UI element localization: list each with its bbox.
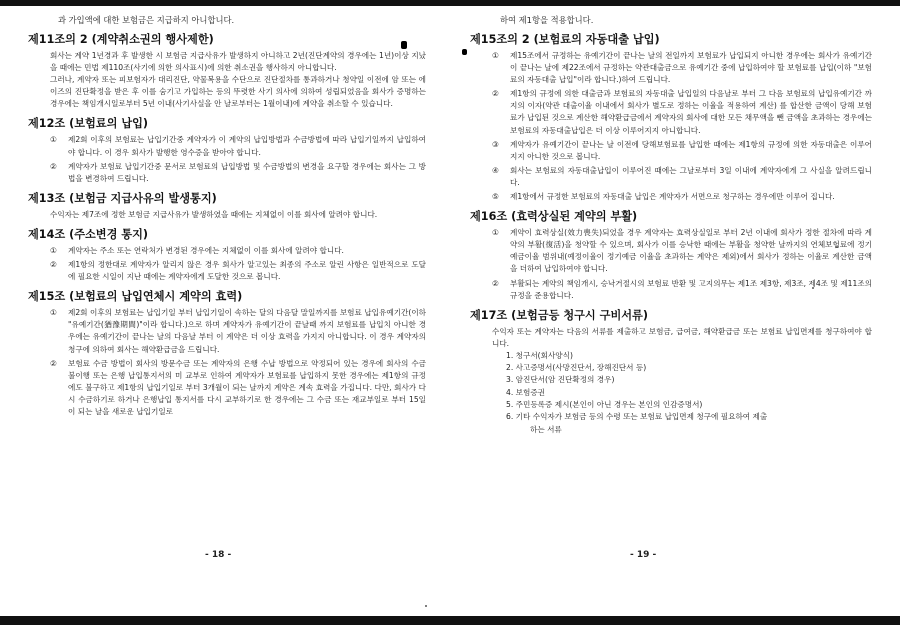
article-14-heading: 제14조 (주소변경 통지) bbox=[28, 227, 149, 241]
article-15-2-item bbox=[492, 165, 872, 189]
document-list-item: 4. 보험증권 bbox=[506, 387, 546, 397]
article-17-paragraph: 수익자 또는 계약자는 다음의 서류를 제출하고 보험금, 급여금, 해약환급금 또는 보험료 납입면제를 청구하여야 합니다. bbox=[492, 326, 872, 348]
article-15-2-item bbox=[492, 139, 872, 163]
article-11-2-paragraph: 회사는 계약 1년경과 후 발생한 시 보험금 지급사유가 발생하지 아니하고 2년(진단계약의 경우에는 1년)이상 지났을 때에는 민법 제110조(사기에 의한 의사표시)에 의한 취소권을 행사하지 아니합니다. bbox=[50, 51, 426, 73]
punch-hole-mark bbox=[462, 49, 467, 55]
article-13-paragraph: 수익자는 제7조에 정한 보험금 지급사유가 발생하였을 때에는 지체없이 이를 회사에 알려야 합니다. bbox=[50, 209, 378, 219]
article-12-item bbox=[50, 161, 426, 185]
article-15-item bbox=[50, 358, 426, 418]
article-14-item bbox=[50, 259, 426, 283]
item-text: 제2회 이후의 보험료는 납입기간중 계약자가 이 계약의 납입방법과 수금방법에 따라 납입기일까지 납입하여야 합니다. 이 경우 회사가 발행한 영수증을 받아야 합니다. bbox=[68, 135, 426, 157]
scan-speck bbox=[425, 605, 427, 607]
page-number: - 18 - bbox=[205, 550, 232, 560]
scan-edge-bottom bbox=[0, 616, 900, 625]
article-15-item bbox=[50, 307, 426, 355]
item-number: ① bbox=[50, 308, 57, 318]
article-11-2-heading: 제11조의 2 (계약취소권의 행사제한) bbox=[28, 33, 214, 46]
item-number: ① bbox=[492, 228, 499, 238]
item-text: 부활되는 계약의 책임개시, 승낙거절시의 보험료 반환 및 고지의무는 제1조 제3항, 제3조, 제4조 및 제11조의 규정을 준용합니다. bbox=[510, 278, 872, 300]
item-number: ② bbox=[492, 278, 499, 288]
item-text: 제2회 이후의 보험료는 납입기일 부터 납입기일이 속하는 달의 다음달 말일까지를 보험료 납입유예기간(이하 "유예기간(猶豫期間)"이라 합니다.)으로 하며 계약자가 유예기간이 끝날때 까지 보험료를 납입치 아니한 경우에는 유예기간이 끝나는 날의 다음날 부터 이 계약은 더 이상 효력을 가지지 아니합니다. 이 경우 계약자의 청구에 의하여 회사는 해약환급금을 드립니다. bbox=[68, 308, 426, 354]
item-number: ③ bbox=[492, 139, 499, 149]
article-15-2-heading: 제15조의 2 (보험료의 자동대출 납입) bbox=[470, 33, 660, 46]
item-number: ① bbox=[50, 135, 57, 145]
article-15-2-item bbox=[492, 50, 872, 86]
document-list-item: 3. 암진단서(암 진단확정의 경우) bbox=[506, 375, 615, 385]
item-text: 보험료 수금 방법이 회사의 방문수금 또는 계약자의 은행 수납 방법으로 약정되어 있는 경우에 회사의 수금 불이행 또는 은행 납입통지서의 미 교부로 인하여 계약자가 보험료를 납입하지 못한 경우에는 제1항의 규정에도 불구하고 제1항의 납입기일로 부터 3개월이 되는 날까지 계약은 계속 효력을 가집니다. 다만, 회사가 다시 수금하기로 하거나 은행납입 통지서를 다시 교부하기로 한 경우에는 그 수금 또는 재교부일로 부터 15일이 되는 날을 새로운 납입기일로 bbox=[68, 358, 426, 416]
item-text: 회사는 보험료의 자동대출납입이 이루어진 때에는 그날로부터 3일 이내에 계약자에게 그 사실을 알려드립니다. bbox=[510, 165, 872, 187]
document-list-item: 2. 사고증명서(사망진단서, 장해진단서 등) bbox=[506, 363, 647, 373]
article-12-heading: 제12조 (보험료의 납입) bbox=[28, 117, 149, 131]
item-number: ① bbox=[492, 51, 499, 60]
item-number: ⑤ bbox=[492, 192, 499, 202]
item-number: ② bbox=[50, 358, 57, 368]
continued-text: 과 가입액에 대한 보험금은 지급하지 아니합니다. bbox=[58, 15, 235, 25]
document-list-item-continued: 하는 서류 bbox=[530, 424, 562, 434]
item-text: 제1항의 정한대로 계약자가 알리지 않은 경우 회사가 알고있는 최종의 주소로 알린 사항은 일반적으로 도달에 필요한 시일이 지난 때에는 계약자에게 도달한 것으로 봅니다. bbox=[68, 260, 426, 282]
document-list-item: 5. 주민등록증 제시(본인이 아닌 경우는 본인의 인감증명서) bbox=[506, 400, 703, 410]
continued-text: 하여 제1항을 적용합니다. bbox=[500, 15, 594, 25]
item-text: 계약자는 주소 또는 연락처가 변경된 경우에는 지체없이 이를 회사에 알려야 합니다. bbox=[68, 245, 344, 255]
item-number: ② bbox=[492, 89, 499, 99]
scan-edge-top bbox=[0, 0, 900, 6]
page-number: - 19 - bbox=[630, 550, 657, 560]
document-list-item: 1. 청구서(회사양식) bbox=[506, 350, 573, 360]
article-13-heading: 제13조 (보험금 지급사유의 발생통지) bbox=[28, 191, 217, 205]
article-15-2-item bbox=[492, 88, 872, 136]
item-number: ④ bbox=[492, 165, 499, 175]
document-list-item: 6. 기타 수익자가 보험금 등의 수령 또는 보험료 납입면제 청구에 필요하여 제출 bbox=[506, 412, 768, 422]
article-16-item bbox=[492, 227, 872, 275]
item-number: ② bbox=[50, 161, 57, 171]
article-14-item bbox=[50, 245, 426, 257]
item-text: 제15조에서 규정하는 유예기간이 끝나는 날의 전일까지 보험료가 납입되지 아니한 경우에는 회사가 유예기간이 끝나는 날에 제22조에서 규정하는 약관대출금으로 유예기간 중에 납입하여야 할 보험료를 납입(이하 "보험료의 자동대출 납입"이라 합니다.)하여 드립니다. bbox=[510, 51, 872, 85]
article-11-2-paragraph: 그러나, 계약자 또는 피보험자가 대리진단, 약물복용을 수단으로 진단절차를 통과하거나 청약일 이전에 암 또는 에이즈의 진단확정을 받은 후 이를 숨기고 가입하는 등의 뚜렷한 사기 의사에 의하여 성립되었음을 회사가 증명하는 경우에는 책임개시일로부터 5년 이내(사기사실을 안 날로부터는 1월이내)에 계약을 취소할 수 있습니다. bbox=[50, 75, 426, 109]
item-text: 계약자가 유예기간이 끝나는 날 이전에 당해보험료를 납입한 때에는 제1항의 규정에 의한 자동대출은 이루어지지 아니한 것으로 봅니다. bbox=[510, 139, 872, 161]
article-12-item bbox=[50, 134, 426, 158]
item-text: 제1항에서 규정한 보험료의 자동대출 납입은 계약자가 서면으로 청구하는 경우에만 이루어 집니다. bbox=[510, 192, 835, 202]
left-page bbox=[28, 14, 426, 574]
article-17-heading: 제17조 (보험금등 청구시 구비서류) bbox=[470, 308, 648, 322]
item-number: ① bbox=[50, 245, 57, 255]
article-15-2-item bbox=[492, 191, 872, 203]
article-15-heading: 제15조 (보험료의 납입연체시 계약의 효력) bbox=[28, 290, 243, 304]
item-text: 계약자가 보험료 납입기간중 문서로 보험료의 납입방법 및 수금방법의 변경을 요구할 경우에는 회사는 그 방법을 변경하여 드립니다. bbox=[68, 161, 426, 183]
article-16-item bbox=[492, 278, 872, 302]
item-text: 계약이 효력상실(效力喪失)되었을 경우 계약자는 효력상실일로 부터 2년 이내에 회사가 정한 절차에 따라 계약의 부활(復活)을 청약할 수 있으며, 회사가 이를 승낙한 때에는 부활을 청약한 날까지의 연체보험료에 정기예금이율 범위내(예정이율이 정기예금 이율을 초과하는 계약은 제외)에서 회사가 정하는 이율로 계산한 금액을 더하여 납입하여야 합니다. bbox=[510, 228, 872, 274]
article-16-heading: 제16조 (효력상실된 계약의 부활) bbox=[470, 210, 638, 224]
item-text: 제1항의 규정에 의한 대출금과 보험료의 자동대출 납입일의 다음날로 부터 그 다음 보험료의 납입유예기간 까지의 이자(약관 대출이율 이내에서 회사가 별도로 정하는 이율을 적용하여 계산) 를 합산한 금액이 당해 보험료가 납입된 것으로 계산한 해약환급금에서 계약자의 회사에 대한 모든 채무액을 뺀 금액을 초과하는 경우에는 보험료의 자동대출납입은 더 이상 이루어지지 아니합니다. bbox=[510, 89, 872, 135]
right-page bbox=[470, 14, 872, 574]
item-number: ② bbox=[50, 260, 57, 270]
